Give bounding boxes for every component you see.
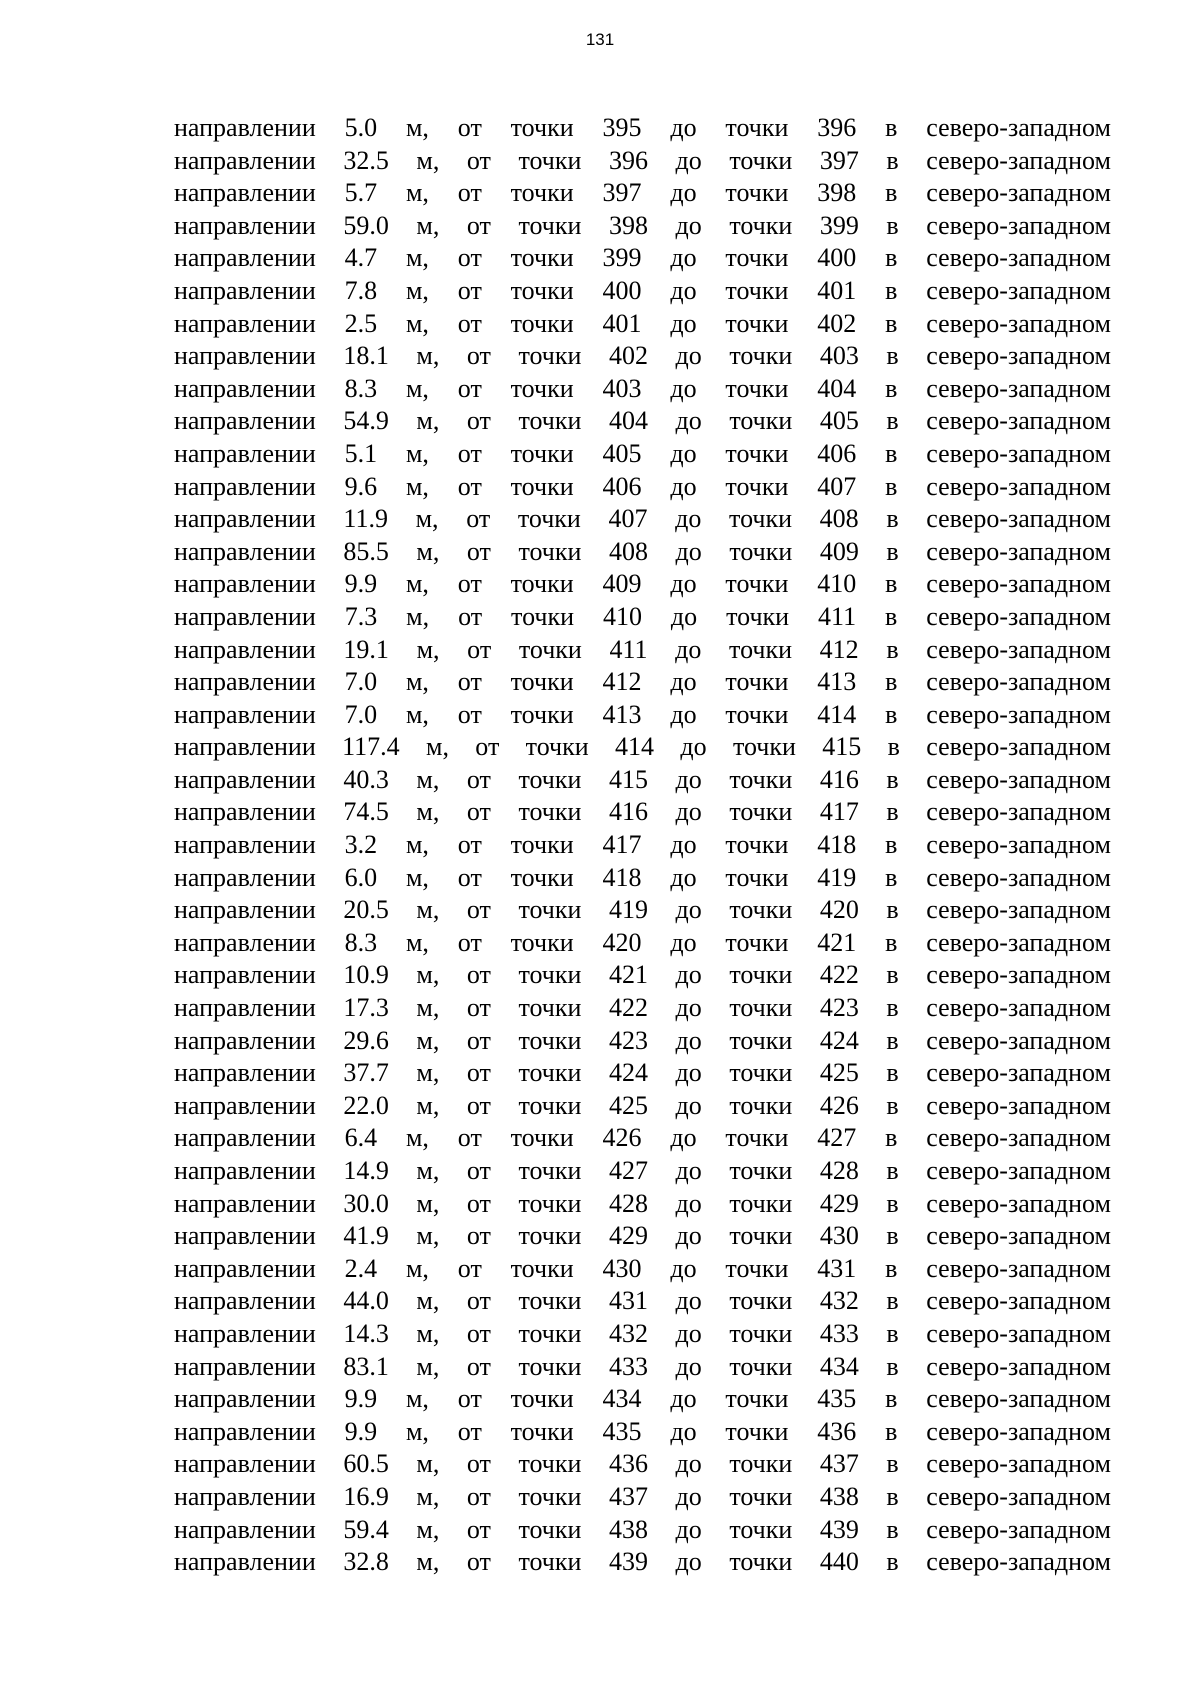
text-line: направлении 59.4 м, от точки 438 до точки 439 в северо-западном bbox=[174, 1514, 1111, 1544]
text-line: направлении 41.9 м, от точки 429 до точки 430 в северо-западном bbox=[174, 1221, 1111, 1251]
text-line: направлении 17.3 м, от точки 422 до точки 423 в северо-западном bbox=[174, 993, 1111, 1023]
text-line: направлении 85.5 м, от точки 408 до точки 409 в северо-западном bbox=[174, 536, 1111, 566]
text-line: направлении 5.0 м, от точки 395 до точки 396 в северо-западном bbox=[174, 113, 1111, 142]
text-line: направлении 14.3 м, от точки 432 до точки 433 в северо-западном bbox=[174, 1318, 1111, 1348]
text-line: направлении 20.5 м, от точки 419 до точки 420 в северо-западном bbox=[174, 895, 1111, 925]
text-line: направлении 11.9 м, от точки 407 до точки 408 в северо-западном bbox=[174, 504, 1111, 534]
text-line: направлении 9.9 м, от точки 435 до точки 436 в северо-западном bbox=[174, 1416, 1111, 1446]
text-line: направлении 117.4 м, от точки 414 до точки 415 в северо-западном bbox=[174, 732, 1111, 762]
text-line: направлении 8.3 м, от точки 403 до точки 404 в северо-западном bbox=[174, 373, 1111, 403]
text-line: направлении 40.3 м, от точки 415 до точки 416 в северо-западном bbox=[174, 764, 1111, 794]
text-line: направлении 44.0 м, от точки 431 до точки 432 в северо-западном bbox=[174, 1286, 1111, 1316]
text-line: направлении 54.9 м, от точки 404 до точки 405 в северо-западном bbox=[174, 406, 1111, 436]
text-line: направлении 2.5 м, от точки 401 до точки 402 в северо-западном bbox=[174, 308, 1111, 338]
text-line: направлении 83.1 м, от точки 433 до точки 434 в северо-западном bbox=[174, 1351, 1111, 1381]
text-line: направлении 37.7 м, от точки 424 до точки 425 в северо-западном bbox=[174, 1058, 1111, 1088]
text-line: направлении 8.3 м, от точки 420 до точки 421 в северо-западном bbox=[174, 927, 1111, 957]
text-line: направлении 60.5 м, от точки 436 до точки 437 в северо-западном bbox=[174, 1449, 1111, 1479]
text-line: направлении 9.9 м, от точки 409 до точки 410 в северо-западном bbox=[174, 569, 1111, 599]
text-line: направлении 19.1 м, от точки 411 до точки 412 в северо-западном bbox=[174, 634, 1111, 664]
text-line: направлении 6.4 м, от точки 426 до точки 427 в северо-западном bbox=[174, 1123, 1111, 1153]
text-line: направлении 59.0 м, от точки 398 до точки 399 в северо-западном bbox=[174, 210, 1111, 240]
text-line: направлении 3.2 м, от точки 417 до точки 418 в северо-западном bbox=[174, 830, 1111, 860]
text-line: направлении 9.6 м, от точки 406 до точки 407 в северо-западном bbox=[174, 471, 1111, 501]
text-line: направлении 7.3 м, от точки 410 до точки 411 в северо-западном bbox=[174, 601, 1111, 631]
text-line: направлении 22.0 м, от точки 425 до точки 426 в северо-западном bbox=[174, 1090, 1111, 1120]
text-line: направлении 74.5 м, от точки 416 до точки 417 в северо-западном bbox=[174, 797, 1111, 827]
text-line: направлении 4.7 м, от точки 399 до точки 400 в северо-западном bbox=[174, 243, 1111, 273]
text-line: направлении 2.4 м, от точки 430 до точки 431 в северо-западном bbox=[174, 1253, 1111, 1283]
text-line: направлении 32.5 м, от точки 396 до точки 397 в северо-западном bbox=[174, 145, 1111, 175]
text-line: направлении 18.1 м, от точки 402 до точки 403 в северо-западном bbox=[174, 341, 1111, 371]
text-line: направлении 5.7 м, от точки 397 до точки 398 в северо-западном bbox=[174, 178, 1111, 208]
page-number: 131 bbox=[585, 30, 615, 49]
text-line: направлении 16.9 м, от точки 437 до точки 438 в северо-западном bbox=[174, 1481, 1111, 1511]
text-line: направлении 14.9 м, от точки 427 до точки 428 в северо-западном bbox=[174, 1156, 1111, 1185]
text-line: направлении 32.8 м, от точки 439 до точки 440 в северо-западном bbox=[174, 1547, 1111, 1577]
text-line: направлении 7.0 м, от точки 413 до точки 414 в северо-западном bbox=[174, 699, 1111, 729]
text-line: направлении 30.0 м, от точки 428 до точки 429 в северо-западном bbox=[174, 1188, 1111, 1218]
text-line: направлении 6.0 м, от точки 418 до точки 419 в северо-западном bbox=[174, 862, 1111, 892]
text-line: направлении 9.9 м, от точки 434 до точки 435 в северо-западном bbox=[174, 1384, 1111, 1414]
text-line: направлении 10.9 м, от точки 421 до точки 422 в северо-западном bbox=[174, 960, 1111, 990]
document-body bbox=[174, 112, 1111, 1579]
text-line: направлении 7.0 м, от точки 412 до точки 413 в северо-западном bbox=[174, 667, 1111, 697]
text-line: направлении 7.8 м, от точки 400 до точки 401 в северо-западном bbox=[174, 275, 1111, 305]
text-line: направлении 5.1 м, от точки 405 до точки 406 в северо-западном bbox=[174, 438, 1111, 468]
text-line: направлении 29.6 м, от точки 423 до точки 424 в северо-западном bbox=[174, 1025, 1111, 1055]
